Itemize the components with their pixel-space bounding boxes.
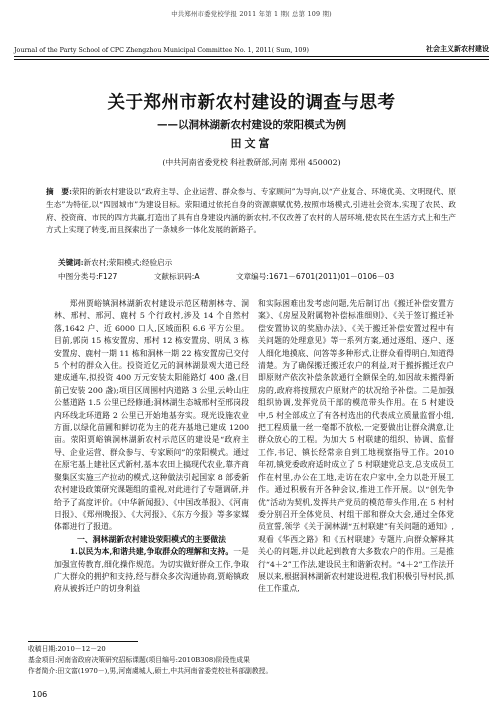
header-rule-thin [14, 59, 489, 60]
body-column-left [54, 298, 249, 596]
running-header [14, 42, 489, 54]
footnote-author-bio: 作者简介:田文富(1970－),男,河南虞城人,硕士,中共河南省委党校社科部副教授。 [28, 667, 273, 675]
body-paragraph: 和实际困难出发考虑问题,先后制订出《搬迁补偿安置方案》、《房屋及附属物补偿标准细则》、《关于签订搬迁补偿安置协议的奖励办法》、《关于搬迁补偿安置过程中有关问题的处理意见》等一系列方案,通过逐组、逐户、逐人细化地摸底、问答等多种形式,让群众看得明白,知道得清楚。为了确保搬迁搬迁农户的利益,对于搬拆搬迁农户即原财产依次补偿条款通行全额保全的,如因故未搬得新房的,政府将按照农户原财产的状况给予补偿。二是加强组织协调,发挥党员干部的模范带头作用。在 5 村建设中,5 村全部成立了有各村选出的代表成立质量监督小组,把工程质量一丝一毫都不放松,一定要做出让群众满意,让群众放心的工程。为加大 5 村联建的组织、协调、监督工作,书记、镇长经常亲自到工地视察指导工作。2010 年初,镇党委政府适时成立了 5 村联建党总支,总支成员工作在村里,办公在工地,走访在农户家中,全力以赴开展工作。通过积极有开各种会议,推进工作开展。以“创先争优”活动为契机,发挥共产党员的模范带头作用,在 5 村村委分别召开全体党员、村组干部和群众大会,通过全体党员宣誓,领学《关于洞林湖“五村联建”有关问题的通知》,观看《华西之路》和《五村联建》专题片,向群众解释其关心的问题,并以此起到教育大多数农户的作用。三是推行“4＋2”工作法,建设民主和谐新农村。“4＋2”工作法开展以来,根据洞林湖新农村建设进程,我们积极引导村民,抓住工作重点, [258, 299, 454, 594]
abstract-label: 摘 要: [46, 187, 72, 196]
author-affiliation: (中共河南省委党校 科社教研部,河南 郑州 450002) [162, 158, 341, 167]
footnote-fund: 基金项目:河南省政府决策研究招标课题(项目编号:2010B308)阶段性成果 [28, 656, 250, 664]
author-name: 田文富 [230, 137, 273, 150]
article-subtitle: ——以洞林湖新农村建设的荥阳模式为例 [157, 119, 346, 131]
body-paragraph: 郑州贾峪镇洞林湖新农村建设示范区精割林寺、洞林、邢村、邢河、鹿村 5 个行政村,涉及 14 个自然村落,1642 户、近 6000 口人,区域面积 6.6 平方公里。目前,郭岗 15 栋安置房、邢村 12 栋安置房、明凤 3 栋安置房、鹿村一期 11 栋和洞林一期 22 栋安置房已交付 5 个村的群众入住。投资近亿元的洞林湖景观大道已经建成通车,拟投资 400 万元安装太阳能路灯 400 盏,(目前已安装 200 盏);项目区周围村内道路 3 公里,云岭山庄公墓道路 1.5 公里已经修通;洞林湖生态城邢村至邢岗段内环线北环道路 2 公里已开始地基夯实。现光设施农业方面,以绿化苗圃和鲜切花为主的花卉基地已建成 1200 亩。荥阳贾峪镇洞林湖新农村示范区的建设是“政府主导、企业运营、群众参与、专家顾问”的荥阳模式。通过在原宅基上建社区式新村,基本农田上搞现代农业,靠齐商聚集区实施三产拉动的模式,这种做法引起国家 8 部委新农村建设政策研究课题组的重视,对此进行了专题调研,并给予了高度评价。《中华新闻报》、《中国改革报》、《河南日报》、《郑州晚报》、《大河报》、《东方今报》等多家媒体都进行了报道。 [54, 299, 250, 532]
article-title: 关于郑州市新农村建设的调查与思考 [107, 93, 396, 113]
journal-issue-line: 中共郑州市委党校学报 2011 年第 1 期( 总第 109 期) [171, 10, 332, 18]
keywords-text: 新农村;荥阳模式;经验启示 [83, 258, 173, 267]
body-text: 一是加强宣传教育,细化操作规范。为切实做好群众工作,争取广大群众的拥护和支持,经与群众多次沟通协商,贾峪镇政府从被拆迁户的切身利益 [54, 547, 249, 594]
footnote-rule [28, 641, 138, 642]
classification-info [58, 271, 428, 282]
footnote-received: 收稿日期:2010－12－20 [28, 645, 106, 653]
section-heading: 一、洞林湖新农村建设荥阳模式的主要做法 [76, 534, 227, 544]
column-name: 社会主义新农村建设 [426, 44, 489, 53]
abstract [46, 186, 456, 237]
body-column-right [258, 298, 454, 596]
header-rule-thick [14, 56, 489, 57]
document-code: 文献标识码:A [153, 272, 200, 281]
abstract-text: 荥阳的新农村建设以“政府主导、企业运营、群众参与、专家顾问”为导向,以“产业复合、环境优美、文明现代、原生态”为特征,以“四园城市”为建设目标。荥阳通过依托自身的资源禀赋优势,按照市场模式,引进社会资本,实现了农民、政府、投资商、市民的四方共赢,打造出了具有自身建设内涵的新农村,不仅改善了农村的人居环境,使农民在生活方式上和生产方式上实现了转变,而且探索出了一条城乡一体化发展的新路子。 [46, 187, 456, 235]
body-paragraph [54, 546, 249, 596]
journal-english-title: Journal of the Party School of CPC Zhengzhou Municipal Committee No. 1, 2011( Sum, 109) [14, 47, 309, 54]
keywords-label: 关键词: [58, 258, 84, 267]
page-number: 106 [32, 690, 48, 699]
keywords [58, 257, 172, 268]
article-number: 文章编号:1671－6701(2011)01－0106－03 [235, 272, 395, 281]
subsection-heading: 1.以民为本,和谐共建,争取群众的理解和支持。 [69, 547, 234, 557]
clc-number: 中图分类号:F127 [58, 272, 118, 281]
